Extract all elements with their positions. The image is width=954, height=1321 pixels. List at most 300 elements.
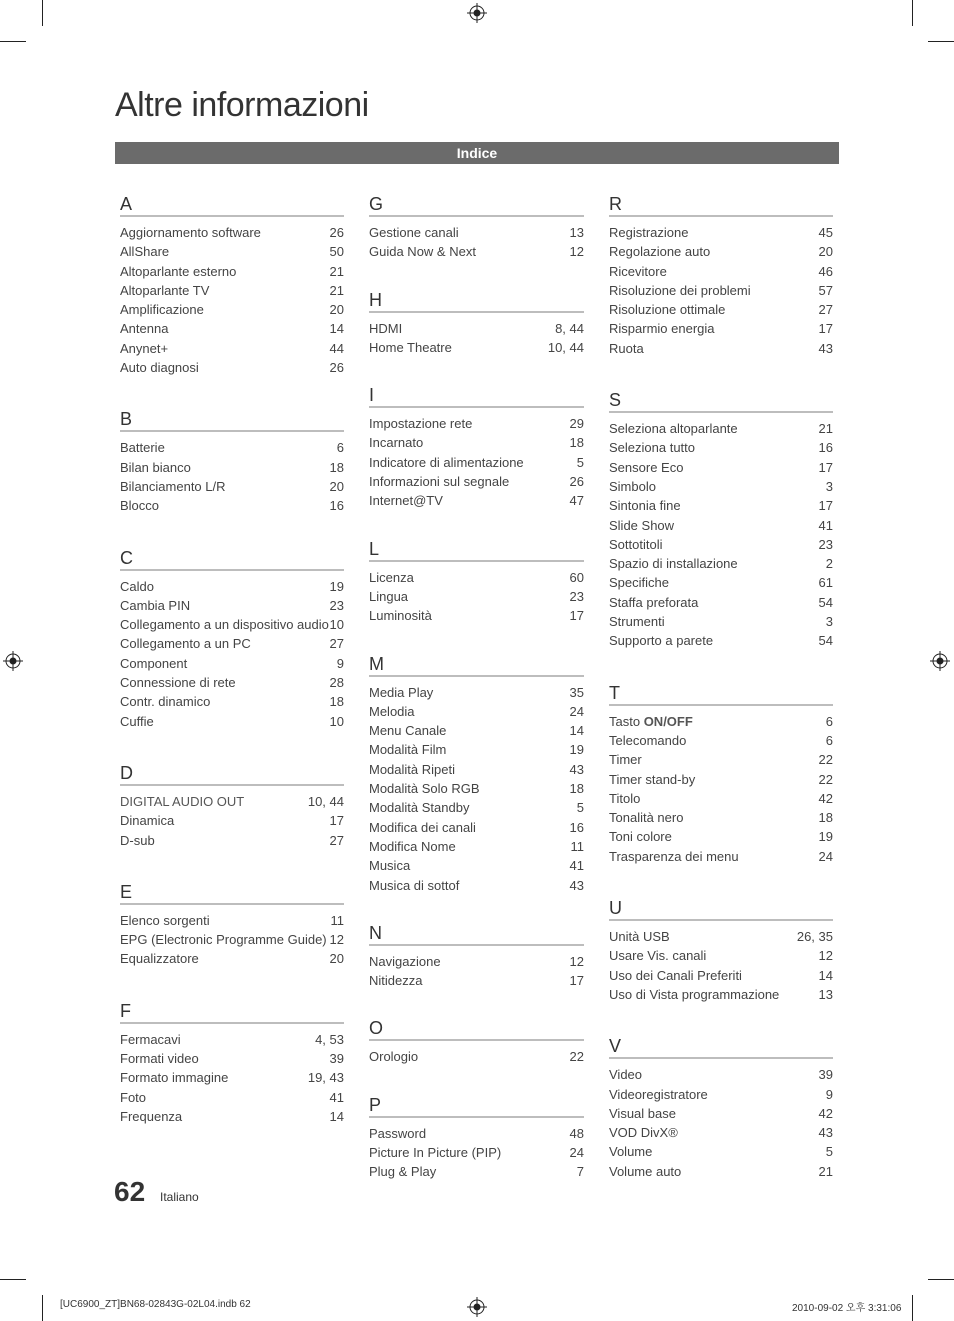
index-entry — [369, 971, 584, 990]
entry-term — [369, 952, 441, 971]
section-letter: S — [609, 389, 833, 413]
index-entry — [120, 654, 344, 673]
entry-term — [120, 596, 190, 615]
section-letter: P — [369, 1094, 584, 1118]
entry-pages: 20 — [329, 478, 344, 494]
entry-list — [120, 217, 344, 377]
entry-list — [609, 413, 833, 651]
entry-pages: 43 — [569, 877, 584, 893]
entry-pages: 50 — [329, 244, 344, 260]
entry-list — [120, 786, 344, 850]
entry-term-text: Trasparenza dei menu — [609, 848, 739, 864]
entry-pages: 11 — [330, 912, 344, 928]
entry-term — [120, 1049, 199, 1068]
entry-term-text: Licenza — [369, 569, 414, 585]
entry-pages: 10 — [329, 617, 344, 633]
entry-list — [120, 1024, 344, 1126]
entry-term — [369, 491, 443, 510]
entry-pages: 44 — [329, 340, 344, 356]
index-section-h — [369, 289, 584, 358]
entry-term-text: Auto diagnosi — [120, 360, 199, 376]
section-letter: V — [609, 1035, 833, 1059]
entry-pages: 17 — [329, 813, 344, 829]
entry-pages: 14 — [569, 723, 584, 739]
entry-term — [120, 792, 244, 811]
entry-pages: 19 — [818, 829, 833, 845]
index-entry — [120, 673, 344, 692]
entry-pages: 5 — [576, 454, 584, 470]
index-entry — [120, 811, 344, 830]
entry-term — [369, 779, 480, 798]
index-entry — [609, 1123, 833, 1142]
index-section-i — [369, 384, 584, 510]
entry-term-text: Uso dei Canali Preferiti — [609, 967, 742, 983]
entry-pages: 9 — [336, 655, 344, 671]
print-slug-file: [UC6900_ZT]BN68-02843G-02L04.indb 62 — [60, 1299, 251, 1310]
section-letter: R — [609, 193, 833, 217]
index-entry — [369, 856, 584, 875]
entry-pages: 39 — [329, 1051, 344, 1067]
entry-pages: 54 — [818, 594, 833, 610]
entry-term — [609, 946, 706, 965]
entry-term-text: Uso di Vista programmazione — [609, 986, 780, 1002]
entry-term-text: Indicatore di alimentazione — [369, 454, 524, 470]
entry-term-text: Elenco sorgenti — [120, 912, 210, 928]
entry-term-text: Guida Now & Next — [369, 244, 476, 260]
entry-pages: 14 — [818, 967, 833, 983]
entry-pages: 2 — [825, 556, 833, 572]
crop-mark — [912, 0, 913, 26]
entry-pages: 17 — [818, 321, 833, 337]
entry-term-text: VOD DivX® — [609, 1125, 678, 1141]
entry-pages: 23 — [818, 536, 833, 552]
index-entry — [369, 760, 584, 779]
entry-term-text: Ricevitore — [609, 263, 667, 279]
index-entry — [609, 927, 833, 946]
index-section-r — [609, 193, 833, 358]
index-entry — [369, 721, 584, 740]
entry-term-text: Risoluzione ottimale — [609, 302, 726, 318]
entry-pages: 28 — [329, 675, 344, 691]
entry-term-text: Antenna — [120, 321, 169, 337]
entry-term — [369, 760, 455, 779]
index-entry — [609, 770, 833, 789]
page-language: Italiano — [160, 1190, 199, 1204]
entry-term-text: Registrazione — [609, 225, 689, 240]
entry-term-text: Sensore Eco — [609, 459, 684, 475]
entry-pages: 61 — [818, 575, 833, 591]
entry-pages: 60 — [569, 569, 584, 585]
entry-term — [609, 612, 665, 631]
entry-term — [369, 837, 456, 856]
entry-term-text: Modalità Solo RGB — [369, 781, 480, 797]
entry-pages: 14 — [329, 1108, 344, 1124]
entry-pages: 12 — [569, 244, 584, 260]
entry-term — [609, 419, 738, 438]
entry-pages: 43 — [569, 761, 584, 777]
section-letter: U — [609, 897, 833, 921]
entry-term — [120, 673, 236, 692]
entry-term — [120, 477, 226, 496]
entry-pages: 10, 44 — [547, 339, 584, 355]
entry-term-text: Modifica dei canali — [369, 819, 476, 835]
entry-term-text: Batterie — [120, 440, 165, 456]
registration-mark-icon — [467, 3, 487, 23]
index-entry — [609, 827, 833, 846]
entry-pages: 17 — [818, 498, 833, 514]
entry-term — [369, 818, 476, 837]
entry-term — [609, 927, 670, 946]
entry-term-text: HDMI — [369, 320, 403, 336]
entry-term — [369, 606, 432, 625]
entry-pages: 23 — [569, 588, 584, 604]
entry-term — [609, 1142, 652, 1161]
entry-pages: 27 — [818, 302, 833, 318]
entry-pages: 19 — [329, 578, 344, 594]
entry-pages: 17 — [569, 973, 584, 989]
entry-pages: 14 — [329, 321, 344, 337]
index-entry — [609, 985, 833, 1004]
index-entry — [609, 789, 833, 808]
index-entry — [369, 453, 584, 472]
entry-pages: 17 — [818, 459, 833, 475]
index-entry — [120, 1030, 344, 1049]
crop-mark — [0, 1279, 26, 1280]
index-entry — [609, 496, 833, 515]
entry-term — [120, 949, 199, 968]
index-column-1 — [120, 193, 344, 1126]
entry-list — [369, 408, 584, 510]
index-entry — [609, 631, 833, 650]
entry-pages: 22 — [818, 771, 833, 787]
entry-pages: 41 — [818, 517, 833, 533]
entry-term-text: Musica — [369, 858, 411, 874]
entry-term-text: Simbolo — [609, 478, 656, 494]
entry-term — [120, 438, 165, 457]
index-section-d — [120, 762, 344, 850]
entry-pages: 20 — [818, 244, 833, 260]
entry-term-text: Sottotitoli — [609, 536, 663, 552]
entry-term-text: Dinamica — [120, 813, 175, 829]
crop-mark — [0, 41, 26, 42]
index-entry — [609, 1142, 833, 1161]
entry-pages: 3 — [825, 478, 833, 494]
entry-pages: 24 — [569, 1145, 584, 1161]
entry-pages: 7 — [576, 1164, 584, 1180]
entry-pages: 47 — [569, 493, 584, 509]
entry-term — [120, 577, 154, 596]
entry-term-text: Telecomando — [609, 732, 687, 748]
index-entry — [120, 1107, 344, 1126]
entry-list — [369, 1118, 584, 1182]
entry-term — [120, 615, 329, 634]
registration-mark-icon — [467, 1297, 487, 1317]
index-entry — [120, 930, 344, 949]
entry-term — [120, 262, 236, 281]
entry-term-text: Navigazione — [369, 953, 441, 969]
entry-term — [120, 634, 251, 653]
entry-term — [609, 458, 683, 477]
index-section-m — [369, 653, 584, 895]
index-entry — [369, 433, 584, 452]
entry-term — [609, 573, 669, 592]
index-section-f — [120, 1000, 344, 1126]
entry-term-text: AllShare — [120, 244, 170, 260]
entry-term — [369, 587, 408, 606]
entry-term-text: Tonalità nero — [609, 810, 684, 826]
index-entry — [369, 223, 584, 242]
entry-list — [369, 313, 584, 358]
entry-term — [369, 740, 446, 759]
index-entry — [609, 300, 833, 319]
index-section-v — [609, 1035, 833, 1181]
entry-term — [120, 223, 261, 242]
entry-list — [609, 217, 833, 358]
entry-term-text: Regolazione auto — [609, 244, 711, 260]
section-letter: D — [120, 762, 344, 786]
entry-term — [369, 319, 402, 338]
section-letter: I — [369, 384, 584, 408]
entry-list — [609, 706, 833, 866]
index-entry — [369, 242, 584, 261]
entry-term — [609, 477, 656, 496]
index-entry — [120, 1068, 344, 1087]
index-entry — [120, 438, 344, 457]
entry-term — [120, 496, 159, 515]
entry-list — [120, 905, 344, 969]
index-entry — [609, 319, 833, 338]
index-column-2 — [369, 193, 584, 1182]
entry-term — [609, 847, 739, 866]
entry-pages: 41 — [569, 858, 584, 874]
entry-term — [609, 1162, 681, 1181]
entry-pages: 24 — [818, 848, 833, 864]
entry-term-text: Tasto — [609, 713, 644, 729]
index-entry — [609, 593, 833, 612]
entry-term — [369, 1162, 436, 1181]
entry-term-text: Sintonia fine — [609, 498, 681, 514]
entry-term-text: Formato immagine — [120, 1070, 229, 1086]
index-section-t — [609, 682, 833, 866]
index-entry — [369, 338, 584, 357]
entry-term — [609, 731, 686, 750]
entry-pages: 26, 35 — [796, 929, 833, 945]
registration-mark-icon — [3, 651, 23, 671]
entry-pages: 57 — [818, 282, 833, 298]
section-bar: Indice — [115, 142, 839, 164]
entry-pages: 12 — [329, 932, 344, 948]
index-entry — [120, 949, 344, 968]
entry-pages: 22 — [569, 1049, 584, 1065]
entry-term-text: Videoregistratore — [609, 1086, 708, 1102]
entry-pages: 10, 44 — [307, 793, 344, 809]
index-section-u — [609, 897, 833, 1004]
index-entry — [609, 966, 833, 985]
entry-term-text: Bilanciamento L/R — [120, 478, 226, 494]
index-entry — [120, 223, 344, 242]
entry-term-text: Internet@TV — [369, 493, 443, 509]
index-entry — [369, 587, 584, 606]
entry-pages: 35 — [569, 684, 584, 700]
index-entry — [609, 262, 833, 281]
index-entry — [120, 300, 344, 319]
entry-term — [120, 300, 204, 319]
index-entry — [609, 281, 833, 300]
index-section-g — [369, 193, 584, 262]
entry-term-text: Password — [369, 1125, 427, 1141]
index-entry — [369, 818, 584, 837]
entry-term — [609, 985, 779, 1004]
entry-term — [609, 496, 681, 515]
index-entry — [369, 472, 584, 491]
entry-pages: 6 — [825, 732, 833, 748]
entry-pages: 29 — [569, 416, 584, 432]
index-entry — [609, 339, 833, 358]
index-entry — [120, 792, 344, 811]
entry-term — [120, 1088, 146, 1107]
entry-term-text: Risparmio energia — [609, 321, 715, 337]
entry-pages: 12 — [569, 953, 584, 969]
entry-term-text: DIGITAL AUDIO OUT — [120, 793, 245, 809]
entry-list — [369, 1041, 584, 1066]
index-entry — [120, 692, 344, 711]
entry-pages: 46 — [818, 263, 833, 279]
entry-term-text: Collegamento a un PC — [120, 636, 251, 652]
entry-pages: 43 — [818, 340, 833, 356]
index-column-3 — [609, 193, 833, 1181]
entry-term — [609, 631, 713, 650]
entry-term — [369, 856, 410, 875]
entry-term — [609, 262, 667, 281]
index-entry — [120, 577, 344, 596]
entry-pages: 43 — [818, 1125, 833, 1141]
index-entry — [609, 712, 833, 731]
entry-list — [120, 432, 344, 515]
entry-term — [609, 319, 715, 338]
entry-term — [609, 223, 689, 242]
index-entry — [609, 808, 833, 827]
entry-term — [120, 1068, 228, 1087]
entry-term — [120, 712, 154, 731]
entry-term — [120, 1030, 181, 1049]
index-section-e — [120, 881, 344, 969]
entry-term-text: D-sub — [120, 832, 155, 848]
index-entry — [369, 491, 584, 510]
entry-pages: 18 — [329, 459, 344, 475]
index-entry — [120, 339, 344, 358]
index-entry — [609, 1104, 833, 1123]
index-entry — [369, 1162, 584, 1181]
entry-term-bold: ON/OFF — [643, 713, 693, 729]
entry-term-text: Equalizzatore — [120, 951, 199, 967]
entry-term — [120, 911, 210, 930]
entry-term-text: Video — [609, 1067, 643, 1083]
index-entry — [609, 477, 833, 496]
index-entry — [609, 1065, 833, 1084]
entry-pages: 19 — [569, 742, 584, 758]
entry-term-text: Nitidezza — [369, 973, 423, 989]
index-section-l — [369, 538, 584, 626]
section-letter: T — [609, 682, 833, 706]
entry-term-text: Anynet+ — [120, 340, 169, 356]
entry-term — [369, 568, 414, 587]
entry-term — [369, 721, 446, 740]
entry-term-text: Connessione di rete — [120, 675, 236, 691]
entry-term-text: Modalità Film — [369, 742, 447, 758]
entry-pages: 4, 53 — [315, 1031, 344, 1047]
section-letter: H — [369, 289, 584, 313]
entry-term — [609, 242, 710, 261]
index-entry — [120, 458, 344, 477]
section-letter: M — [369, 653, 584, 677]
entry-term — [120, 654, 187, 673]
entry-pages: 20 — [329, 302, 344, 318]
entry-term — [369, 223, 459, 242]
index-entry — [120, 242, 344, 261]
index-entry — [369, 1047, 584, 1066]
entry-pages: 16 — [569, 819, 584, 835]
index-entry — [369, 683, 584, 702]
entry-pages: 13 — [569, 225, 584, 240]
entry-term-text: Impostazione rete — [369, 416, 473, 432]
entry-term-text: Risoluzione dei problemi — [609, 282, 751, 298]
index-entry — [609, 750, 833, 769]
index-entry — [609, 223, 833, 242]
entry-term-text: Seleziona altoparlante — [609, 421, 738, 437]
entry-pages: 16 — [818, 440, 833, 456]
section-letter: L — [369, 538, 584, 562]
index-entry — [369, 740, 584, 759]
section-letter: A — [120, 193, 344, 217]
section-letter: O — [369, 1017, 584, 1041]
entry-pages: 19, 43 — [307, 1070, 344, 1086]
entry-pages: 3 — [825, 614, 833, 630]
section-letter: E — [120, 881, 344, 905]
index-entry — [120, 496, 344, 515]
index-section-o — [369, 1017, 584, 1066]
entry-term — [369, 433, 423, 452]
crop-mark — [928, 1279, 954, 1280]
entry-pages: 26 — [569, 474, 584, 490]
entry-term — [369, 453, 524, 472]
index-entry — [120, 1049, 344, 1068]
entry-list — [609, 1059, 833, 1181]
entry-pages: 26 — [329, 360, 344, 376]
entry-term-text: Lingua — [369, 588, 409, 604]
entry-list — [369, 946, 584, 991]
index-entry — [369, 568, 584, 587]
entry-term-text: Collegamento a un dispositivo audio — [120, 617, 329, 633]
entry-pages: 23 — [329, 597, 344, 613]
index-section-s — [609, 389, 833, 651]
entry-pages: 42 — [818, 1105, 833, 1121]
entry-term-text: Component — [120, 655, 188, 671]
index-entry — [369, 319, 584, 338]
entry-pages: 9 — [825, 1086, 833, 1102]
entry-term — [609, 789, 640, 808]
entry-pages: 41 — [329, 1089, 344, 1105]
entry-term — [609, 770, 695, 789]
entry-pages: 21 — [329, 282, 344, 298]
index-entry — [609, 516, 833, 535]
index-entry — [609, 242, 833, 261]
entry-term — [369, 338, 452, 357]
entry-pages: 22 — [818, 752, 833, 768]
registration-mark-icon — [930, 651, 950, 671]
entry-pages: 18 — [329, 694, 344, 710]
entry-term-text: Media Play — [369, 684, 434, 700]
entry-pages: 8, 44 — [555, 320, 584, 336]
